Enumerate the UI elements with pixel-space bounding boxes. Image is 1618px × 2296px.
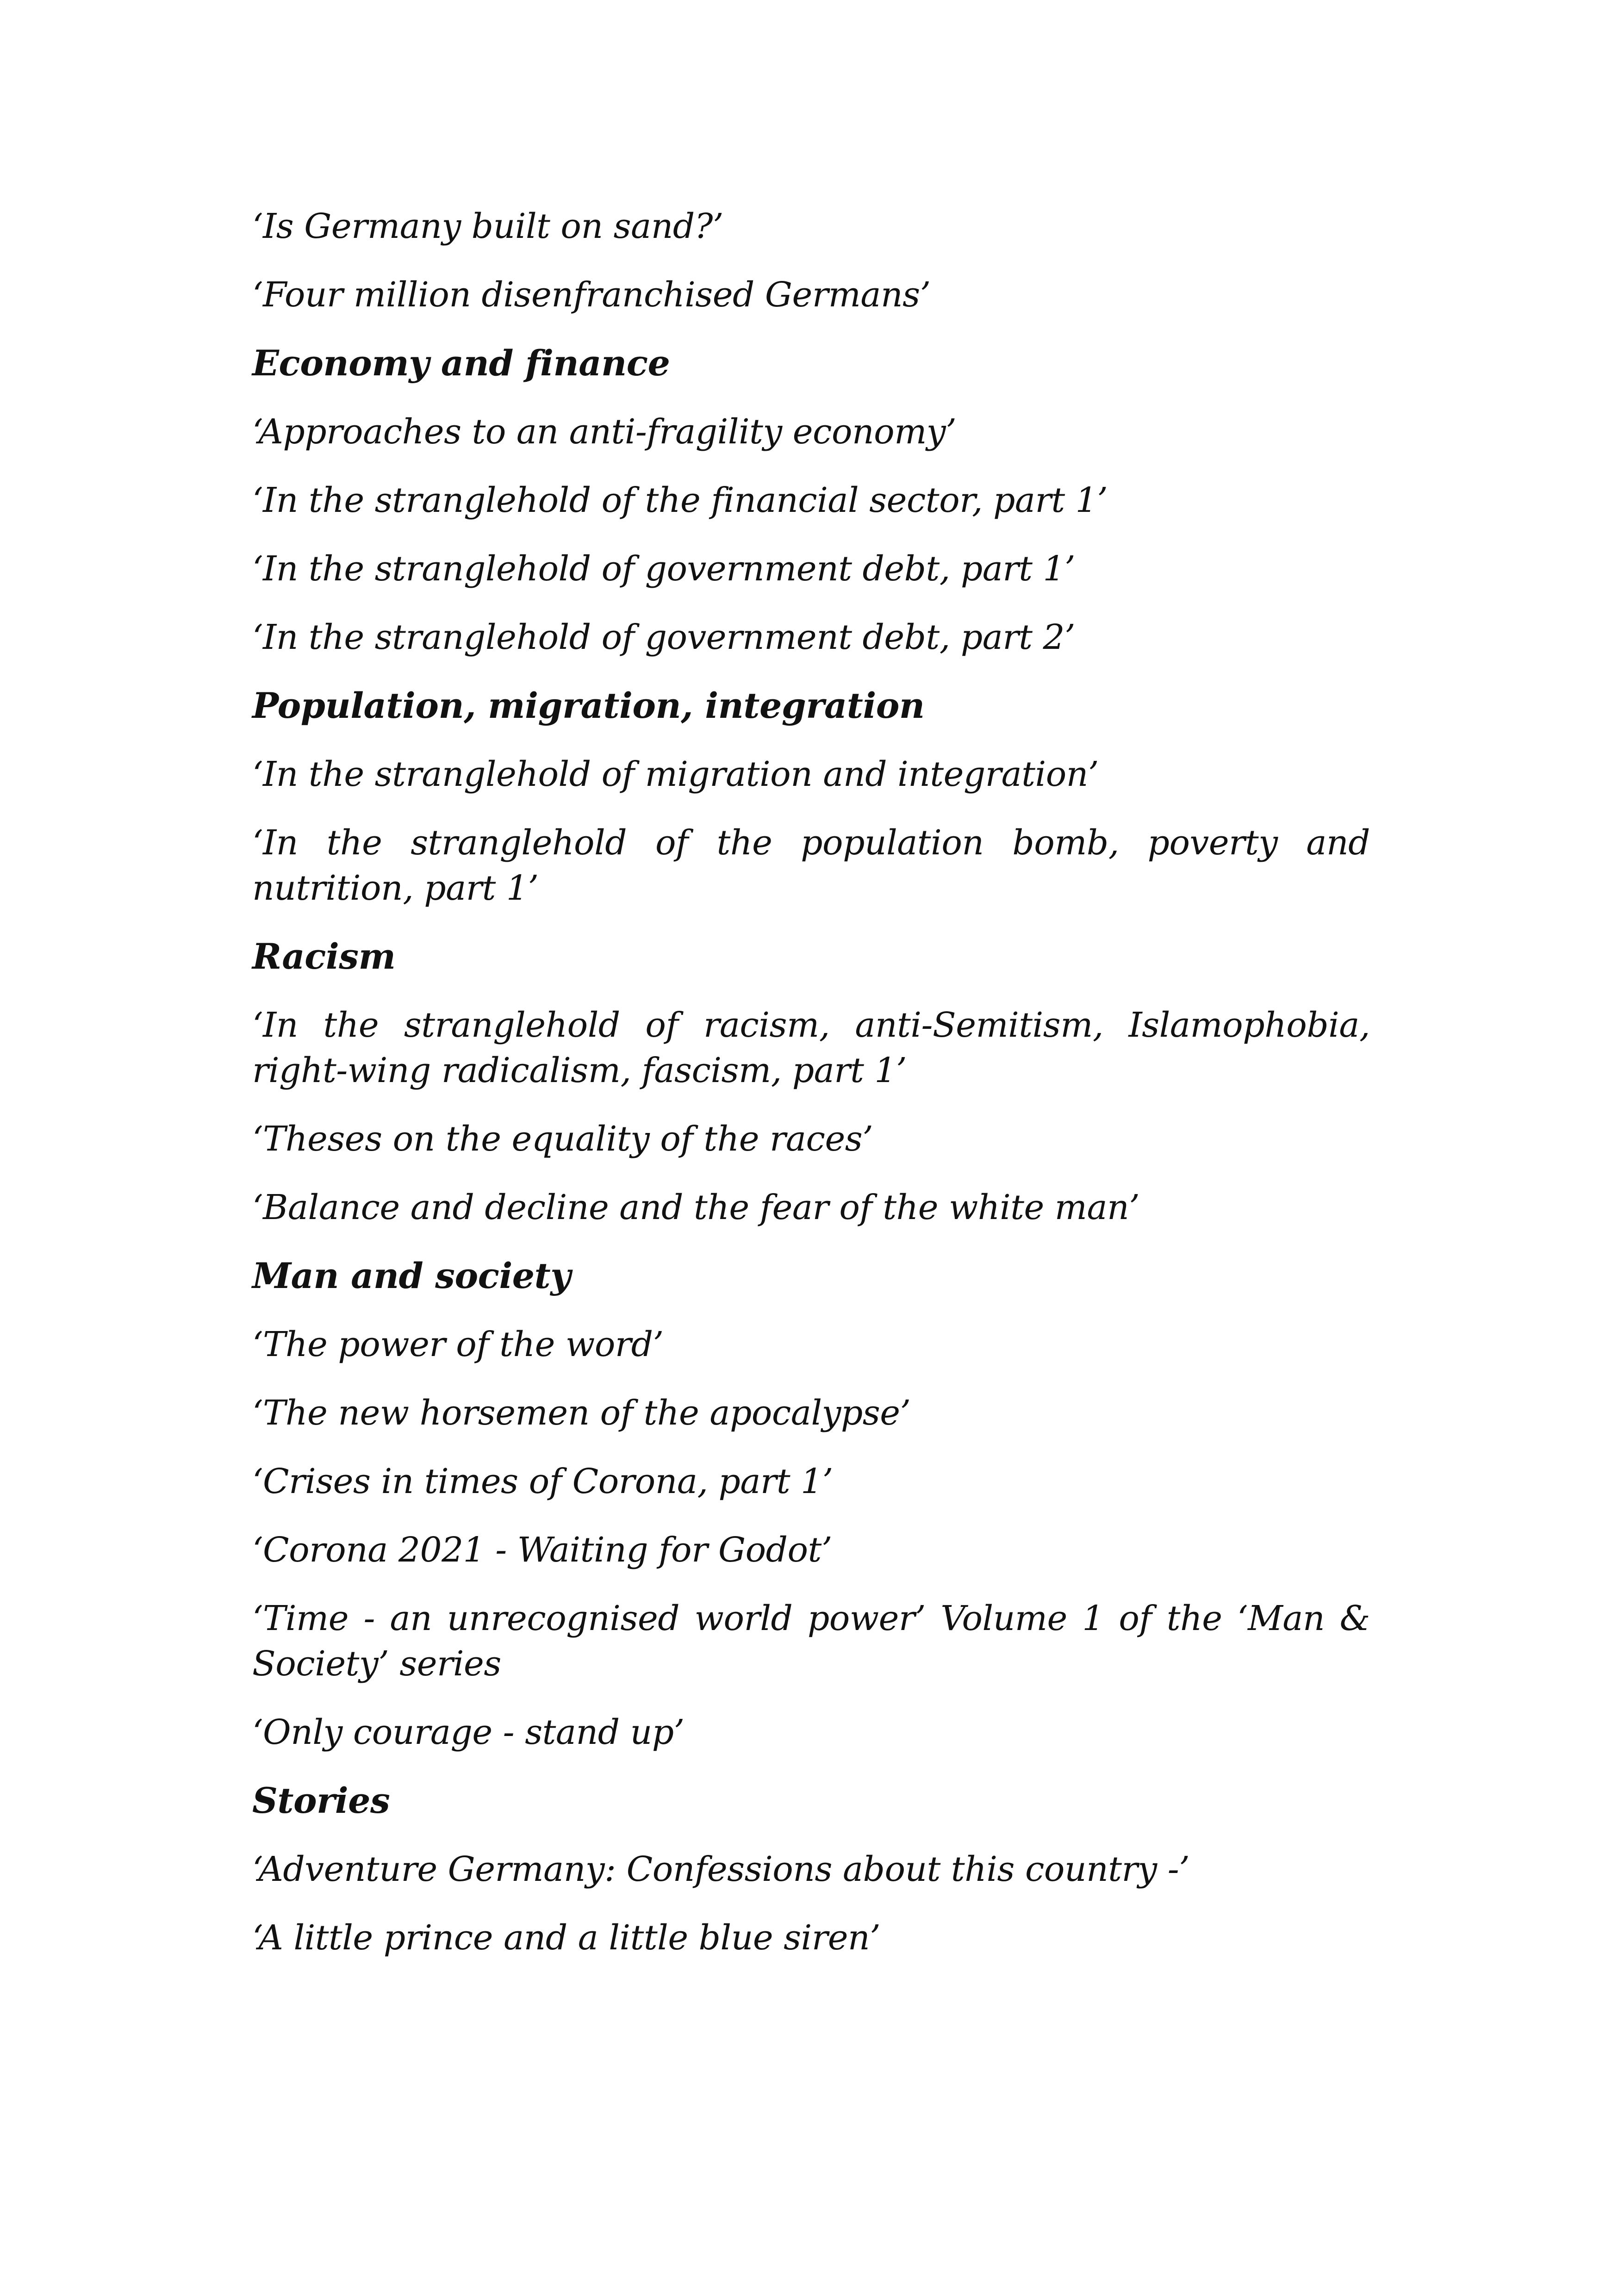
book-title: ‘Corona 2021 - Waiting for Godot’ (252, 1530, 832, 1570)
book-title: ‘Adventure Germany: Confessions about this country -’ (252, 1849, 1190, 1889)
document-page (252, 204, 1370, 1984)
book-title: ‘Theses on the equality of the races’ (252, 1119, 873, 1159)
section-heading-population-migration: Population, migration, integration (252, 685, 925, 726)
book-title: ‘In the stranglehold of the financial sector, part 1’ (252, 480, 1108, 520)
book-title: ‘The power of the word’ (252, 1325, 664, 1364)
section-heading-stories: Stories (252, 1780, 390, 1821)
book-title: ‘The new horsemen of the apocalypse’ (252, 1393, 911, 1433)
book-title: ‘Four million disenfranchised Germans’ (252, 275, 931, 315)
book-title: ‘In the stranglehold of government debt, part 2’ (252, 617, 1076, 657)
book-title: ‘Approaches to an anti-fragility economy’ (252, 412, 957, 452)
section-heading-economy-finance: Economy and finance (252, 342, 670, 384)
book-title: ‘Only courage - stand up’ (252, 1712, 685, 1752)
book-title: ‘In the stranglehold of government debt, part 1’ (252, 549, 1076, 589)
section-heading-racism: Racism (252, 936, 396, 977)
book-title: ‘In the stranglehold of the population bomb, poverty and nutrition, part 1’ (252, 823, 1370, 908)
book-title: ‘In the stranglehold of racism, anti-Semitism, Islamophobia, right-wing radicalism, fascism, part 1’ (252, 1005, 1370, 1090)
book-title: ‘Crises in times of Corona, part 1’ (252, 1462, 833, 1501)
book-title: ‘A little prince and a little blue siren’ (252, 1918, 881, 1958)
section-heading-man-and-society: Man and society (252, 1255, 571, 1296)
book-title: ‘Balance and decline and the fear of the white man’ (252, 1188, 1140, 1227)
book-title: ‘Is Germany built on sand?’ (252, 206, 723, 246)
book-title: ‘Time - an unrecognised world power’ Volume 1 of the ‘Man & Society’ series (252, 1599, 1370, 1684)
book-title: ‘In the stranglehold of migration and integration’ (252, 754, 1099, 794)
